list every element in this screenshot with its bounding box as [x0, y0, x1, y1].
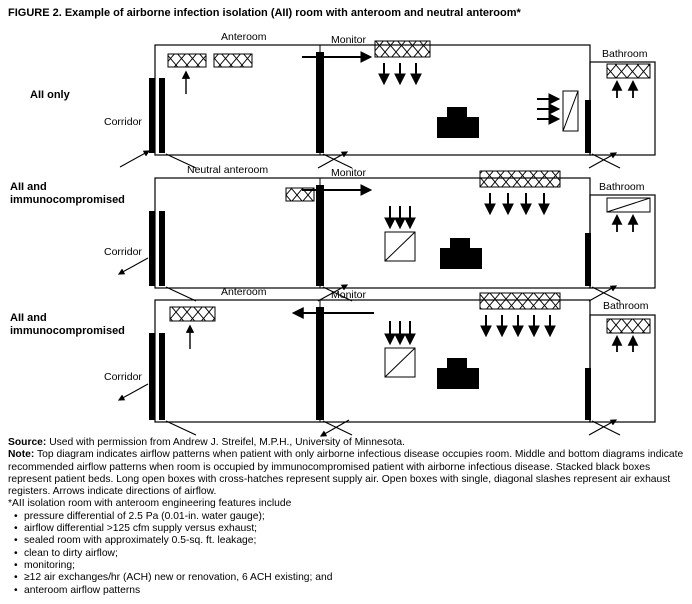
- footnote-intro: *AII isolation room with anteroom engineering features include: [8, 498, 292, 510]
- bullet-text: clean to dirty airflow;: [24, 547, 118, 559]
- bullet-item: [14, 511, 688, 523]
- label-monitor-1: Monitor: [331, 34, 367, 46]
- source-line: [8, 437, 688, 449]
- label-anteroom-2: Neutral anteroom: [187, 164, 269, 176]
- bullet-glyph: •: [14, 584, 18, 596]
- bullet-glyph: •: [14, 535, 18, 547]
- source-label: Source:: [8, 437, 47, 448]
- row-label-aii-only: AII only: [30, 89, 70, 101]
- label-bathroom-3: Bathroom: [603, 300, 649, 312]
- door-bars: [149, 185, 591, 286]
- note-text: Top diagram indicates airflow patterns when patient with only airborne infectious disease occupies room. Middle and bottom diagrams indicate recommended airflow patterns when room is occupied by immunocompromised patient with airborne infectious disease. Stacked black boxes represent patient beds. Long open boxes with cross-hatches represent supply air. Open boxes with single, diagonal slashes represent air exhaust registers. Arrows indicate directions of airflow.: [8, 449, 684, 498]
- bullet-item: [14, 572, 688, 584]
- door-airflow-arrows: [119, 384, 620, 436]
- figure-title: FIGURE 2. Example of airborne infection isolation (AII) room with anteroom and neutral anteroom*: [8, 7, 521, 19]
- bullet-glyph: •: [14, 559, 18, 571]
- exhaust-register: [563, 91, 578, 131]
- room-outline: [155, 300, 590, 422]
- label-bathroom-2: Bathroom: [599, 181, 645, 193]
- bullet-item: [14, 523, 688, 535]
- bullet-text: monitoring;: [24, 559, 75, 571]
- patient-bed: [437, 358, 479, 389]
- airflow-arrows: [302, 190, 633, 232]
- label-corridor-3: Corridor: [104, 371, 142, 383]
- diagram-aii-only: [120, 41, 655, 168]
- bullet-glyph: •: [14, 547, 18, 559]
- note-line: [8, 449, 688, 498]
- airflow-arrows: [190, 313, 633, 352]
- label-anteroom-3: Anteroom: [221, 286, 267, 298]
- note-label: Note:: [8, 449, 35, 461]
- label-monitor-3: Monitor: [331, 289, 367, 301]
- bullet-glyph: •: [14, 572, 18, 584]
- patient-bed: [440, 238, 482, 269]
- row-label-aii-immuno-middle: AII and immunocompromised: [10, 181, 125, 206]
- door-bars: [149, 307, 591, 420]
- room-outline: [155, 178, 590, 288]
- diagram-neutral-anteroom: [119, 171, 655, 301]
- figure-footer: [8, 437, 688, 597]
- bullet-text: sealed room with approximately 0.5-sq. ft. leakage;: [24, 535, 257, 547]
- supply-air-diffusers: [168, 41, 650, 78]
- bullet-item: [14, 548, 688, 560]
- label-corridor-1: Corridor: [104, 116, 142, 128]
- label-monitor-2: Monitor: [331, 167, 367, 179]
- bullet-glyph: •: [14, 510, 18, 522]
- bullet-glyph: •: [14, 523, 18, 535]
- bullet-item: [14, 585, 688, 597]
- bullet-text: ≥12 air exchanges/hr (ACH) new or renovation, 6 ACH existing; and: [24, 572, 333, 584]
- diagram-anteroom-positive: [119, 293, 655, 436]
- bullet-item: [14, 535, 688, 547]
- door-airflow-arrows: [120, 151, 620, 168]
- bullet-text: anteroom airflow patterns: [24, 584, 141, 596]
- exhaust-registers: [385, 198, 650, 261]
- label-anteroom-1: Anteroom: [221, 31, 267, 43]
- label-corridor-2: Corridor: [104, 246, 142, 258]
- supply-air-diffusers: [286, 171, 560, 201]
- patient-bed: [437, 107, 479, 138]
- bullet-text: pressure differential of 2.5 Pa (0.01-in. water gauge);: [24, 510, 265, 522]
- bullet-item: [14, 560, 688, 572]
- bullet-text: airflow differential >125 cfm supply versus exhaust;: [24, 523, 258, 535]
- footnote-bullet-list: [8, 511, 688, 597]
- exhaust-register: [385, 348, 415, 377]
- label-bathroom-1: Bathroom: [602, 48, 648, 60]
- source-text: Used with permission from Andrew J. Streifel, M.P.H., University of Minnesota.: [49, 437, 405, 448]
- row-label-aii-immuno-bottom: AII and immunocompromised: [10, 312, 125, 337]
